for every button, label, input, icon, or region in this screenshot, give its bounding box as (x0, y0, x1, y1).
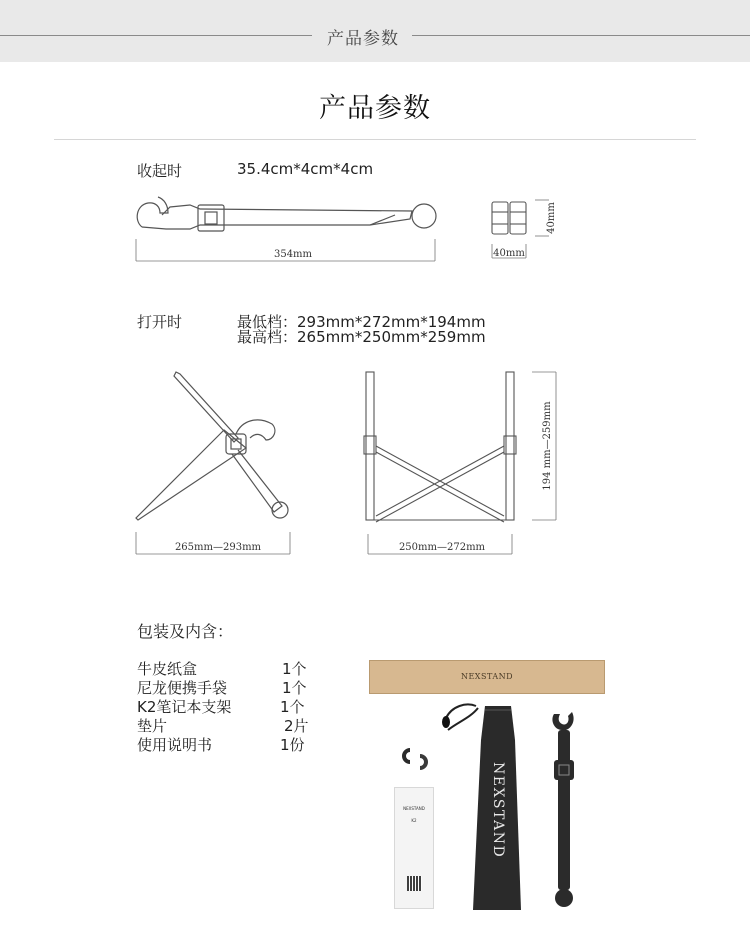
header-banner (0, 0, 750, 62)
opened-height-label: 194 mm—259mm (542, 401, 553, 491)
package-item-qty: 2片 (284, 717, 309, 735)
manual-image (394, 787, 434, 909)
package-item-qty: 1个 (282, 679, 307, 697)
kraft-box-brand: NEXSTAND (460, 672, 514, 681)
nylon-bag-image (471, 700, 525, 912)
laptop-stand-folded-image (544, 706, 584, 912)
spacer-pads-image (398, 744, 434, 774)
banner-title: 产品参数 (327, 29, 399, 49)
kraft-box-image (369, 660, 605, 694)
folded-value: 35.4cm*4cm*4cm (237, 160, 374, 178)
folded-end-view (488, 196, 568, 266)
package-item-qty: 1份 (280, 736, 305, 754)
folded-height-label: 40mm (546, 202, 557, 234)
page-title: 产品参数 (319, 93, 431, 124)
banner-rule-right (412, 35, 750, 36)
title-divider (54, 139, 696, 140)
package-title: 包装及内含： (137, 622, 234, 641)
package-item-name: 牛皮纸盒 (137, 660, 198, 678)
folded-stand-drawing (130, 195, 445, 270)
banner-rule-left (0, 35, 312, 36)
opened-front-view (360, 366, 565, 558)
opened-highest: 最高档：265mm*250mm*259mm (237, 328, 486, 346)
folded-label: 收起时 (137, 162, 183, 180)
manual-model: K2 (411, 818, 417, 823)
package-item-name: 使用说明书 (137, 736, 213, 754)
bag-brand: NEXSTAND (490, 762, 506, 859)
package-item-qty: 1个 (282, 660, 307, 678)
package-item-name: 尼龙便携手袋 (137, 679, 228, 697)
opened-label: 打开时 (137, 313, 183, 331)
opened-side-view (132, 368, 297, 558)
folded-length-label: 354mm (273, 249, 313, 260)
folded-width-label: 40mm (493, 248, 525, 259)
package-item-name: 垫片 (137, 717, 168, 735)
qr-code-icon (407, 876, 422, 891)
opened-width-label: 250mm—272mm (398, 542, 486, 553)
package-item-name: K2笔记本支架 (137, 698, 232, 716)
package-item-qty: 1个 (280, 698, 305, 716)
opened-lowest: 最低档：293mm*272mm*194mm (237, 313, 486, 331)
manual-brand: NEXSTAND (403, 806, 425, 811)
opened-depth-label: 265mm—293mm (174, 542, 262, 553)
